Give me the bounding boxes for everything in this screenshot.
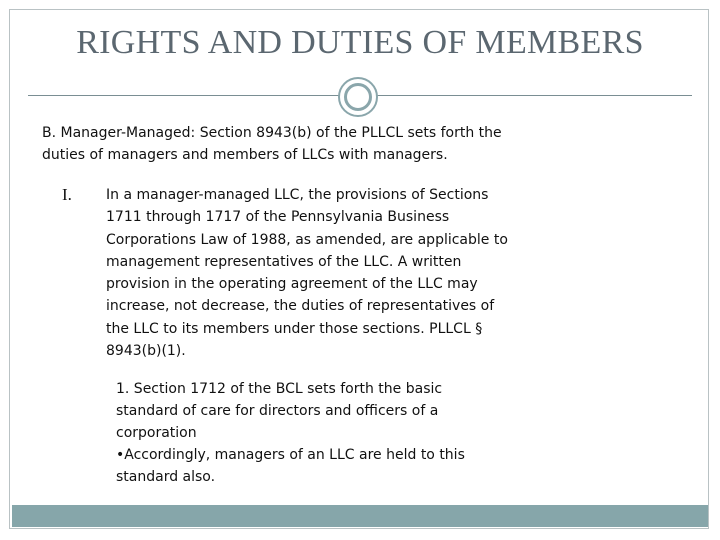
slide-title: RIGHTS AND DUTIES OF MEMBERS — [76, 24, 644, 61]
list-item-text: In a manager-managed LLC, the provisions of Sections 1711 through 1717 of the Pennsylvania Business Corporations Law of 1988, as amended, are applicable to management representatives of the LLC. A written provision in the operating agreement of the LLC may increase, not decrease, the duties of representatives of the LLC to its members under those sections. PLLCL § 8943(b)(1). — [106, 187, 508, 360]
sub-item — [116, 378, 496, 488]
sub-item-bullet: •Accordingly, managers of an LLC are held to this standard also. — [116, 447, 465, 485]
divider-circle-ornament — [338, 77, 378, 117]
sub-item-text: 1. Section 1712 of the BCL sets forth the basic standard of care for directors and officers of a corporation — [116, 381, 443, 441]
intro-paragraph: B. Manager-Managed: Section 8943(b) of the PLLCL sets forth the duties of managers and members of LLCs with managers. — [42, 125, 502, 163]
list-marker: I. — [62, 185, 72, 204]
divider-circle-inner — [344, 83, 372, 111]
footer-bar — [12, 505, 708, 527]
